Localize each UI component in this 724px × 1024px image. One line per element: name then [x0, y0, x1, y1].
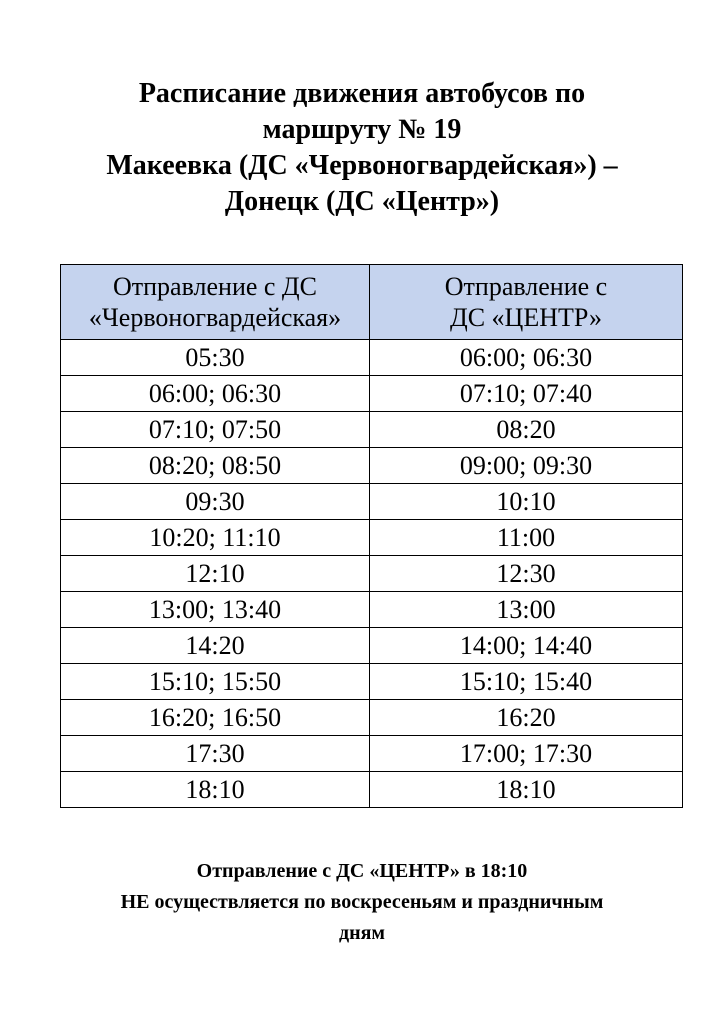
cell-departure-chervonogvardeyskaya: 06:00; 06:30: [61, 376, 370, 412]
header-line: «Червоногвардейская»: [88, 303, 342, 332]
table-row: [61, 340, 683, 376]
cell-departure-center: 15:10; 15:40: [370, 664, 683, 700]
title-line: Расписание движения автобусов по: [138, 78, 586, 109]
header-departure-center: [370, 265, 683, 340]
cell-departure-chervonogvardeyskaya: 18:10: [61, 772, 370, 808]
cell-departure-chervonogvardeyskaya: 17:30: [61, 736, 370, 772]
cell-departure-center: 13:00: [370, 592, 683, 628]
table-row: [61, 484, 683, 520]
header-departure-chervonogvardeyskaya: [61, 265, 370, 340]
table-row: [61, 412, 683, 448]
cell-departure-chervonogvardeyskaya: 14:20: [61, 628, 370, 664]
table-row: [61, 448, 683, 484]
note-line: НЕ осуществляется по воскресеньям и праздничным: [120, 891, 604, 913]
title-line: Макеевка (ДС «Червоногвардейская») –: [106, 150, 618, 181]
cell-departure-center: 14:00; 14:40: [370, 628, 683, 664]
table-row: [61, 736, 683, 772]
cell-departure-chervonogvardeyskaya: 12:10: [61, 556, 370, 592]
header-line: Отправление с: [444, 272, 608, 301]
schedule-table: [60, 264, 683, 808]
cell-departure-center: 10:10: [370, 484, 683, 520]
cell-departure-center: 17:00; 17:30: [370, 736, 683, 772]
table-row: [61, 376, 683, 412]
table-body: [61, 340, 683, 808]
cell-departure-chervonogvardeyskaya: 10:20; 11:10: [61, 520, 370, 556]
table-row: [61, 700, 683, 736]
table-row: [61, 628, 683, 664]
cell-departure-chervonogvardeyskaya: 09:30: [61, 484, 370, 520]
header-line: Отправление с ДС: [112, 272, 318, 301]
cell-departure-chervonogvardeyskaya: 07:10; 07:50: [61, 412, 370, 448]
cell-departure-chervonogvardeyskaya: 13:00; 13:40: [61, 592, 370, 628]
page-title: [40, 76, 684, 220]
cell-departure-center: 08:20: [370, 412, 683, 448]
cell-departure-center: 07:10; 07:40: [370, 376, 683, 412]
cell-departure-center: 12:30: [370, 556, 683, 592]
note-line: Отправление с ДС «ЦЕНТР» в 18:10: [196, 860, 528, 882]
table-row: [61, 556, 683, 592]
cell-departure-center: 06:00; 06:30: [370, 340, 683, 376]
note-line: дням: [338, 922, 386, 944]
table-row: [61, 520, 683, 556]
table-row: [61, 592, 683, 628]
table-row: [61, 772, 683, 808]
table-row: [61, 664, 683, 700]
cell-departure-chervonogvardeyskaya: 05:30: [61, 340, 370, 376]
cell-departure-chervonogvardeyskaya: 08:20; 08:50: [61, 448, 370, 484]
cell-departure-chervonogvardeyskaya: 16:20; 16:50: [61, 700, 370, 736]
cell-departure-center: 11:00: [370, 520, 683, 556]
cell-departure-chervonogvardeyskaya: 15:10; 15:50: [61, 664, 370, 700]
cell-departure-center: 16:20: [370, 700, 683, 736]
footnote: [40, 856, 684, 949]
title-line: Донецк (ДС «Центр»): [224, 186, 500, 217]
table-header-row: [61, 265, 683, 340]
cell-departure-center: 09:00; 09:30: [370, 448, 683, 484]
cell-departure-center: 18:10: [370, 772, 683, 808]
title-line: маршруту № 19: [262, 114, 462, 145]
header-line: ДС «ЦЕНТР»: [449, 303, 602, 332]
